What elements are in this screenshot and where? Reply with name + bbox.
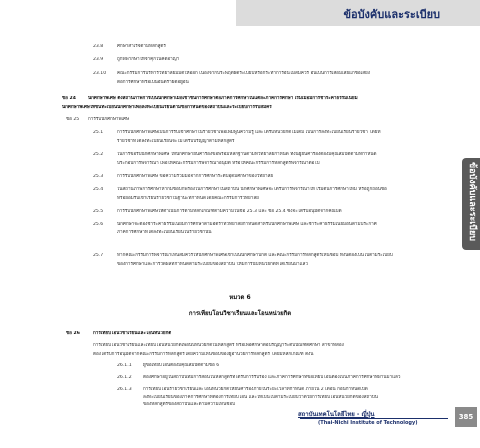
item-number: 25.5 bbox=[93, 209, 104, 214]
item-text: ถูกพิพากษาให้จำคุกในคดีอาญา bbox=[117, 57, 180, 62]
item-text-cont: ของการศึกษาและการวัดผลที่กำหนดตามระเบียบของสถาบัน ให้มีการนับหน่วยกิตที่ได้เรียนมาแล้ว bbox=[117, 262, 308, 267]
clause-text-cont: ต้องได้รับการอนุมัติจากคณะกรรมการหลักสูตรโดยความเห็นชอบของผู้อำนวยการหลักสูตร โดยมีหลักเกณฑ์ ดังนี้ bbox=[93, 352, 314, 357]
item-text: ศึกษาสำเร็จตามหลักสูตร bbox=[117, 44, 166, 49]
clause-label: ข้อ 24 bbox=[62, 96, 76, 101]
item-number: 25.4 bbox=[93, 187, 104, 192]
item-text-cont: ภาคการศึกษาที่ได้ลงทะเบียนเรียนในรายวิชานั้น bbox=[117, 230, 212, 235]
item-text-cont: ลงทะเบียนเรียนของภาคการศึกษาที่ต้องการเทียบโอน และให้เป็นไปตามระเบียบว่าด้วยการเทียบโอนหน่วยกิตของสถาบัน bbox=[143, 395, 378, 400]
item-number: 25.2 bbox=[93, 152, 104, 157]
item-text: หากคณะกรรมการพิจารณาเห็นสมควรให้นักศึกษาพิเศษเข้าเป็นนักศึกษาปกติ และคณะกรรมการหลักสูตรเห็นชอบ ทั้งนี้ต้องเป็นไปตามระเบียบ bbox=[117, 253, 393, 258]
item-number: 25.1 bbox=[93, 130, 104, 135]
item-number: 26.1.3 bbox=[117, 387, 132, 392]
item-number: 26.1.2 bbox=[117, 375, 132, 380]
chapter-subtitle: การเทียบโอนวิชาเรียนและโอนหน่วยกิต bbox=[188, 310, 292, 317]
item-text: ในสถานภาพการศึกษาหากมีข้อบกพร่องในการศึกษาในสถาบัน นักศึกษาพิเศษจะได้รับการพิจารณาให้ เริ่มต้นการศึกษาใหม่ หรือถูกถอนชื่อ bbox=[117, 187, 387, 192]
item-number: 26.1.1 bbox=[117, 363, 132, 368]
item-text: นักศึกษาจะต้องชำระค่าธรรมเนียมการศึกษาตามอัตราที่วิทยาลัยกำหนดสำหรับนักศึกษาพิเศษ และชำระค่าธรรมเนียมอื่นตามประกาศ bbox=[117, 222, 377, 227]
item-number: 23.9 bbox=[93, 57, 104, 62]
item-text: คณะกรรมการบริหารวิทยาลัยมีมติให้ออก เนื่องจากประพฤติผิดระเบียบหรือกระทำการอันไม่สมควร อันเป็นการเสื่อมเสียแก่ชื่อเสียง bbox=[117, 71, 370, 76]
side-tab-label: ข้อบังคับและระเบียบ bbox=[467, 162, 477, 241]
clause-label: ข้อ 25 bbox=[66, 117, 80, 122]
item-text: การรับนักศึกษาพิเศษเป็นการรับเข้าศึกษาในรายวิชาเพื่อเพิ่มพูนความรู้ และได้รับหน่วยกิตไม่เต็ม เป็นการลงทะเบียนเรียนรายวิชา โดยที่ bbox=[117, 130, 381, 135]
item-text: ต้องศึกษาอยู่ในสถาบันที่มีการสอนในหลักสูตรที่ได้รับการรับรอง และภาคการศึกษาที่ขอเทียบโอนต้องเป็นภาคการศึกษาที่ผ่านมาแล้ว bbox=[143, 375, 401, 380]
item-text-cont: รายวิชาที่ได้ลงทะเบียนเรียนจะไม่ได้รับปริญญาตามหลักสูตร bbox=[117, 139, 235, 144]
page-header-title: ข้อบังคับและระเบียบ bbox=[343, 8, 440, 21]
item-text-cont: ประกอบการพิจารณา เพื่อให้คณะกรรมการพิจารณาอนุมัติ หรือให้คณะกรรมการหลักสูตรพิจารณาต่อไป bbox=[117, 161, 320, 166]
item-text-cont: ต่อการศึกษาหรือเป็นอันตรายต่อผู้อื่น bbox=[117, 80, 189, 85]
item-text-cont: หรือยอมรับเข้าเรียนรายวิชาในฐานะที่กำหนดโดยคณะกรรมการวิทยาลัย bbox=[117, 196, 259, 201]
item-number: 23.8 bbox=[93, 44, 104, 49]
footer-institute-english: (Thai-Nichi Institute of Technology) bbox=[318, 420, 418, 426]
item-number: 25.6 bbox=[93, 222, 104, 227]
item-number: 23.10 bbox=[93, 71, 107, 76]
item-text: ผู้ขอเทียบโอนต้องมีคุณสมบัติตามข้อ 6 bbox=[143, 363, 220, 368]
clause-text: นักศึกษาพิเศษ ตั้งสถานภาพการเป็นนักศึกษาเมื่อเข้าชั้นการศึกษาต่อภาคการศึกษาในแต่ละภาคการศึกษา เริ่มเมื่อมีการชำระค่าธรรมเนียม bbox=[88, 96, 358, 101]
clause-text-cont: นักศึกษาพิเศษให้ขึ้นทะเบียนนักศึกษาเพื่อลงทะเบียนเรียนตามข้อกำหนดของสถาบันและระเบียบการรับสมัคร bbox=[62, 105, 272, 110]
item-text: การรับนักศึกษาพิเศษ ขอความร่วมมือจากการศึกษาระดับอุดมศึกษาของวิทยาลัย bbox=[117, 174, 274, 179]
footer-institute-thai: สถาบันเทคโนโลยีไทย - ญี่ปุ่น bbox=[298, 411, 375, 418]
item-text: ในการขอรับนักศึกษาพิเศษ ให้นักศึกษายื่นคำร้องขอพร้อมหลักฐานตามที่วิทยาลัยกำหนด ทั้งนี้ผู้ยื่นคำร้องต้องมีคุณสมบัติตามที่กำหนด bbox=[117, 152, 377, 157]
footer-divider bbox=[300, 418, 448, 419]
clause-intro: การรับนักศึกษาพิเศษ bbox=[88, 117, 129, 122]
clause-label: ข้อ 26 bbox=[66, 331, 80, 336]
clause-text: การเทียบโอนวิชาเรียนและเทียบโอนหน่วยกิตเพื่อนับหน่วยกิตในหลักสูตร หรือเพื่อศึกษาต่อปริญญาระดับบัณฑิตศึกษา สาขาที่สอง bbox=[93, 343, 344, 348]
item-text: การรับนักศึกษาพิเศษให้ดำเนินการตามหลักเกณฑ์ตามความในข้อ 25.3 และ ข้อ 25.4 ซึ่งจะได้รับอนุมัติจากคณบดี bbox=[117, 209, 342, 214]
item-text-cont: ของหลักสูตรของสถาบันและตามความเห็นชอบ bbox=[143, 402, 236, 407]
item-number: 25.3 bbox=[93, 174, 104, 179]
item-number: 25.7 bbox=[93, 253, 104, 258]
page-number: 385 bbox=[455, 407, 477, 427]
clause-lead: การเทียบโอนวิชาเรียนและโอนหน่วยกิต bbox=[93, 331, 172, 336]
item-text: การเทียบโอนรายวิชาเรียนและโอนหน่วยกิตให้ยื่นคำร้องภายในระยะเวลาที่กำหนด ภายใน 2 เดือน ก่อนกำหนดเปิด bbox=[143, 387, 368, 392]
chapter-title: หมวด 6 bbox=[229, 294, 251, 301]
